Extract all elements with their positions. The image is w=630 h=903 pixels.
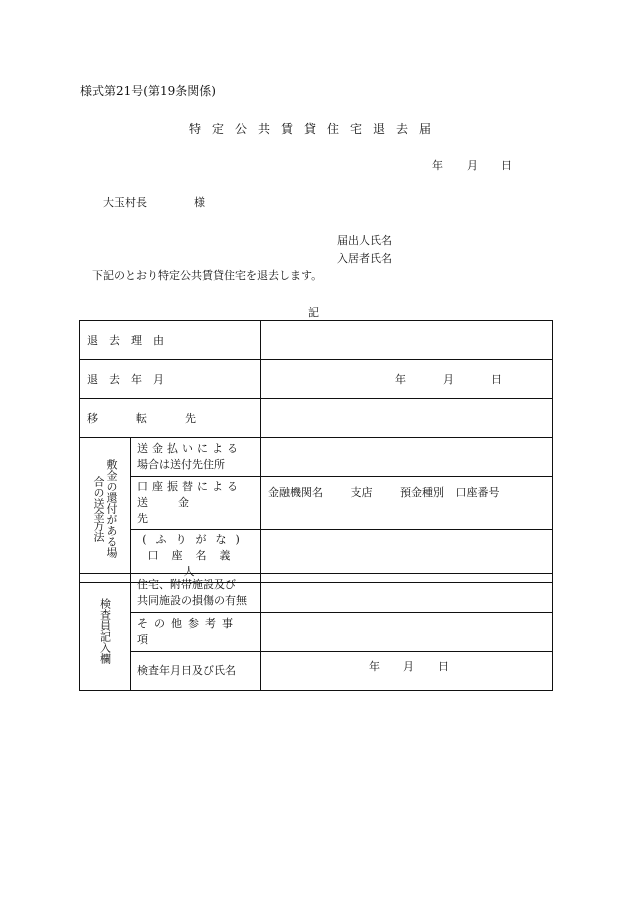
move-out-date-year: 年 [395, 373, 406, 386]
move-out-table [79, 320, 553, 583]
new-address-label: 移転先 [87, 412, 234, 425]
other-notes-row [80, 613, 553, 652]
damage-label-line1: 住宅、附帯施設及び [137, 578, 236, 591]
inspection-label-cell [131, 652, 261, 691]
inspection-date-year: 年 [369, 660, 380, 673]
refund-method-cell [80, 438, 131, 583]
reason-input[interactable] [261, 321, 553, 360]
account-number-field: 口座番号 [455, 486, 500, 499]
branch-field: 支店 [350, 486, 373, 499]
ki-mark: 記 [308, 306, 319, 319]
remittance-address-input[interactable] [261, 438, 553, 477]
move-out-date-label-cell [80, 360, 261, 399]
account-holder-label: 口座名義人 [147, 549, 244, 578]
remittance-label-cell [131, 438, 261, 477]
inspector-label-cell [80, 574, 131, 691]
header-date-year: 年 [432, 159, 443, 172]
move-out-date-label: 退去年月 [87, 373, 175, 386]
move-out-date-row [80, 360, 553, 399]
bank-name-field: 金融機関名 [268, 486, 323, 499]
notifier-name-label: 届出人氏名 [337, 234, 392, 247]
form-number: 様式第21号(第19条関係) [80, 84, 216, 98]
refund-method-label: 敷金の還付がある場合の送金方法 [92, 459, 118, 558]
transfer-label-line2: 送金先 [137, 496, 219, 525]
damage-label-cell [131, 574, 261, 613]
remittance-label-line2: 場合は送付先住所 [137, 458, 225, 471]
inspection-row [80, 652, 553, 691]
inspection-date-day: 日 [438, 660, 449, 673]
move-out-date-input[interactable] [261, 360, 553, 399]
transfer-label-cell [131, 477, 261, 530]
statement: 下記のとおり特定公共賃貸住宅を退去します。 [92, 269, 323, 282]
move-out-date-month: 月 [443, 373, 454, 386]
addressee-name: 大玉村長 [103, 196, 147, 209]
resident-name-label: 入居者氏名 [337, 252, 392, 265]
new-address-label-cell [80, 399, 261, 438]
inspection-date-month: 月 [403, 660, 414, 673]
remittance-row [80, 438, 553, 477]
transfer-label-line1: 口座振替による [137, 480, 242, 493]
account-holder-kana-label: (ふりがな) [142, 533, 249, 546]
new-address-row [80, 399, 553, 438]
header-date-day: 日 [501, 159, 512, 172]
remittance-label-line1: 送金払いによる [137, 442, 242, 455]
transfer-row [80, 477, 553, 530]
page-title: 特定公共賃貸住宅退去届 [189, 122, 443, 136]
reason-label-cell [80, 321, 261, 360]
inspector-table [79, 573, 553, 691]
addressee-honorific: 様 [194, 196, 205, 209]
inspection-input[interactable] [261, 652, 553, 691]
other-notes-input[interactable] [261, 613, 553, 652]
move-out-date-day: 日 [491, 373, 502, 386]
transfer-fields-cell[interactable] [261, 477, 553, 530]
other-notes-label-cell [131, 613, 261, 652]
inspection-label: 検査年月日及び氏名 [137, 664, 236, 677]
deposit-type-field: 預金種別 [400, 486, 444, 499]
header-date-month: 月 [467, 159, 478, 172]
other-notes-label: その他参考事項 [137, 617, 239, 646]
reason-row [80, 321, 553, 360]
new-address-input[interactable] [261, 399, 553, 438]
damage-input[interactable] [261, 574, 553, 613]
damage-label-line2: 共同施設の損傷の有無 [137, 594, 247, 607]
damage-row [80, 574, 553, 613]
reason-label: 退去理由 [87, 334, 175, 347]
inspector-label: 検査員記入欄 [98, 597, 112, 664]
